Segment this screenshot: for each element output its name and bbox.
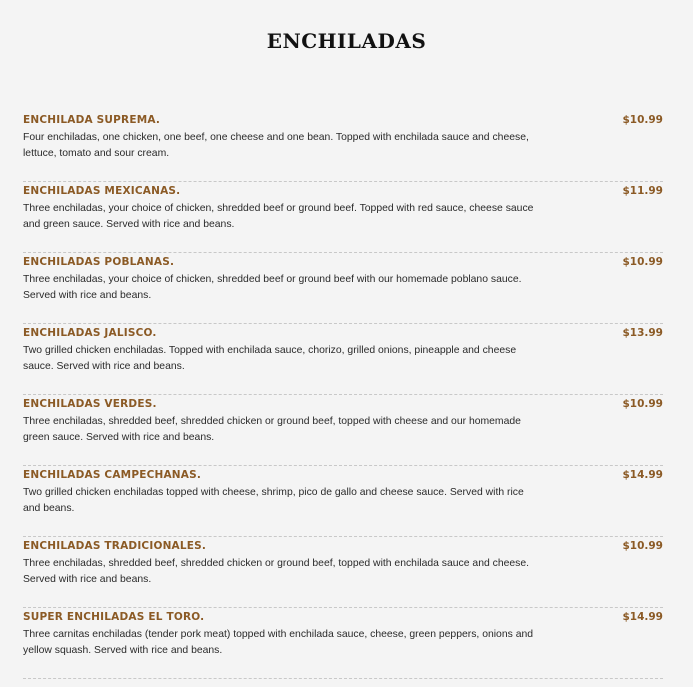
item-name: ENCHILADAS POBLANAS.: [23, 256, 175, 268]
item-description: Four enchiladas, one chicken, one beef, one cheese and one bean. Topped with enchilada sauce and cheese, lettuce, tomato and sour cream.: [23, 132, 529, 159]
item-price: $14.99: [622, 611, 663, 623]
item-name: ENCHILADAS MEXICANAS.: [23, 185, 181, 197]
item-price: $10.99: [622, 540, 663, 552]
item-description: Three enchiladas, shredded beef, shredded chicken or ground beef, topped with enchilada sauce and cheese. Served with rice and beans.: [23, 558, 530, 585]
item-price: $13.99: [622, 327, 663, 339]
menu-item: [23, 253, 663, 324]
menu-item: [23, 111, 663, 182]
menu-item: [23, 395, 663, 466]
item-description: Three enchiladas, your choice of chicken, shredded beef or ground beef. Topped with red sauce, cheese sauce and green sauce. Served with rice and beans.: [23, 203, 534, 230]
item-name: SUPER ENCHILADAS EL TORO.: [23, 611, 205, 623]
item-price: $11.99: [622, 185, 663, 197]
item-price: $10.99: [622, 398, 663, 410]
item-price: $14.99: [622, 469, 663, 481]
item-price: $10.99: [622, 114, 663, 126]
item-name: ENCHILADAS TRADICIONALES.: [23, 540, 207, 552]
menu-item: [23, 182, 663, 253]
item-description: Three enchiladas, shredded beef, shredded chicken or ground beef, topped with cheese and our homemade green sauce. Served with rice and beans.: [23, 416, 521, 443]
item-price: $10.99: [622, 256, 663, 268]
menu-list: [23, 111, 663, 679]
item-name: ENCHILADAS CAMPECHANAS.: [23, 469, 202, 481]
item-name: ENCHILADA SUPREMA.: [23, 114, 161, 126]
item-description: Two grilled chicken enchiladas topped with cheese, shrimp, pico de gallo and cheese sauce. Served with rice and beans.: [23, 487, 524, 514]
section-title: ENCHILADAS: [266, 29, 427, 53]
item-description: Three enchiladas, your choice of chicken, shredded beef or ground beef with our homemade poblano sauce. Served with rice and beans.: [23, 274, 522, 301]
menu-item: [23, 324, 663, 395]
item-name: ENCHILADAS JALISCO.: [23, 327, 157, 339]
menu-item: [23, 537, 663, 608]
menu-item: [23, 608, 663, 679]
menu-item: [23, 466, 663, 537]
item-description: Two grilled chicken enchiladas. Topped with enchilada sauce, chorizo, grilled onions, pineapple and cheese sauce. Served with rice and beans.: [23, 345, 517, 372]
item-description: Three carnitas enchiladas (tender pork meat) topped with enchilada sauce, cheese, green peppers, onions and yellow squash. Served with rice and beans.: [23, 629, 534, 656]
item-name: ENCHILADAS VERDES.: [23, 398, 157, 410]
